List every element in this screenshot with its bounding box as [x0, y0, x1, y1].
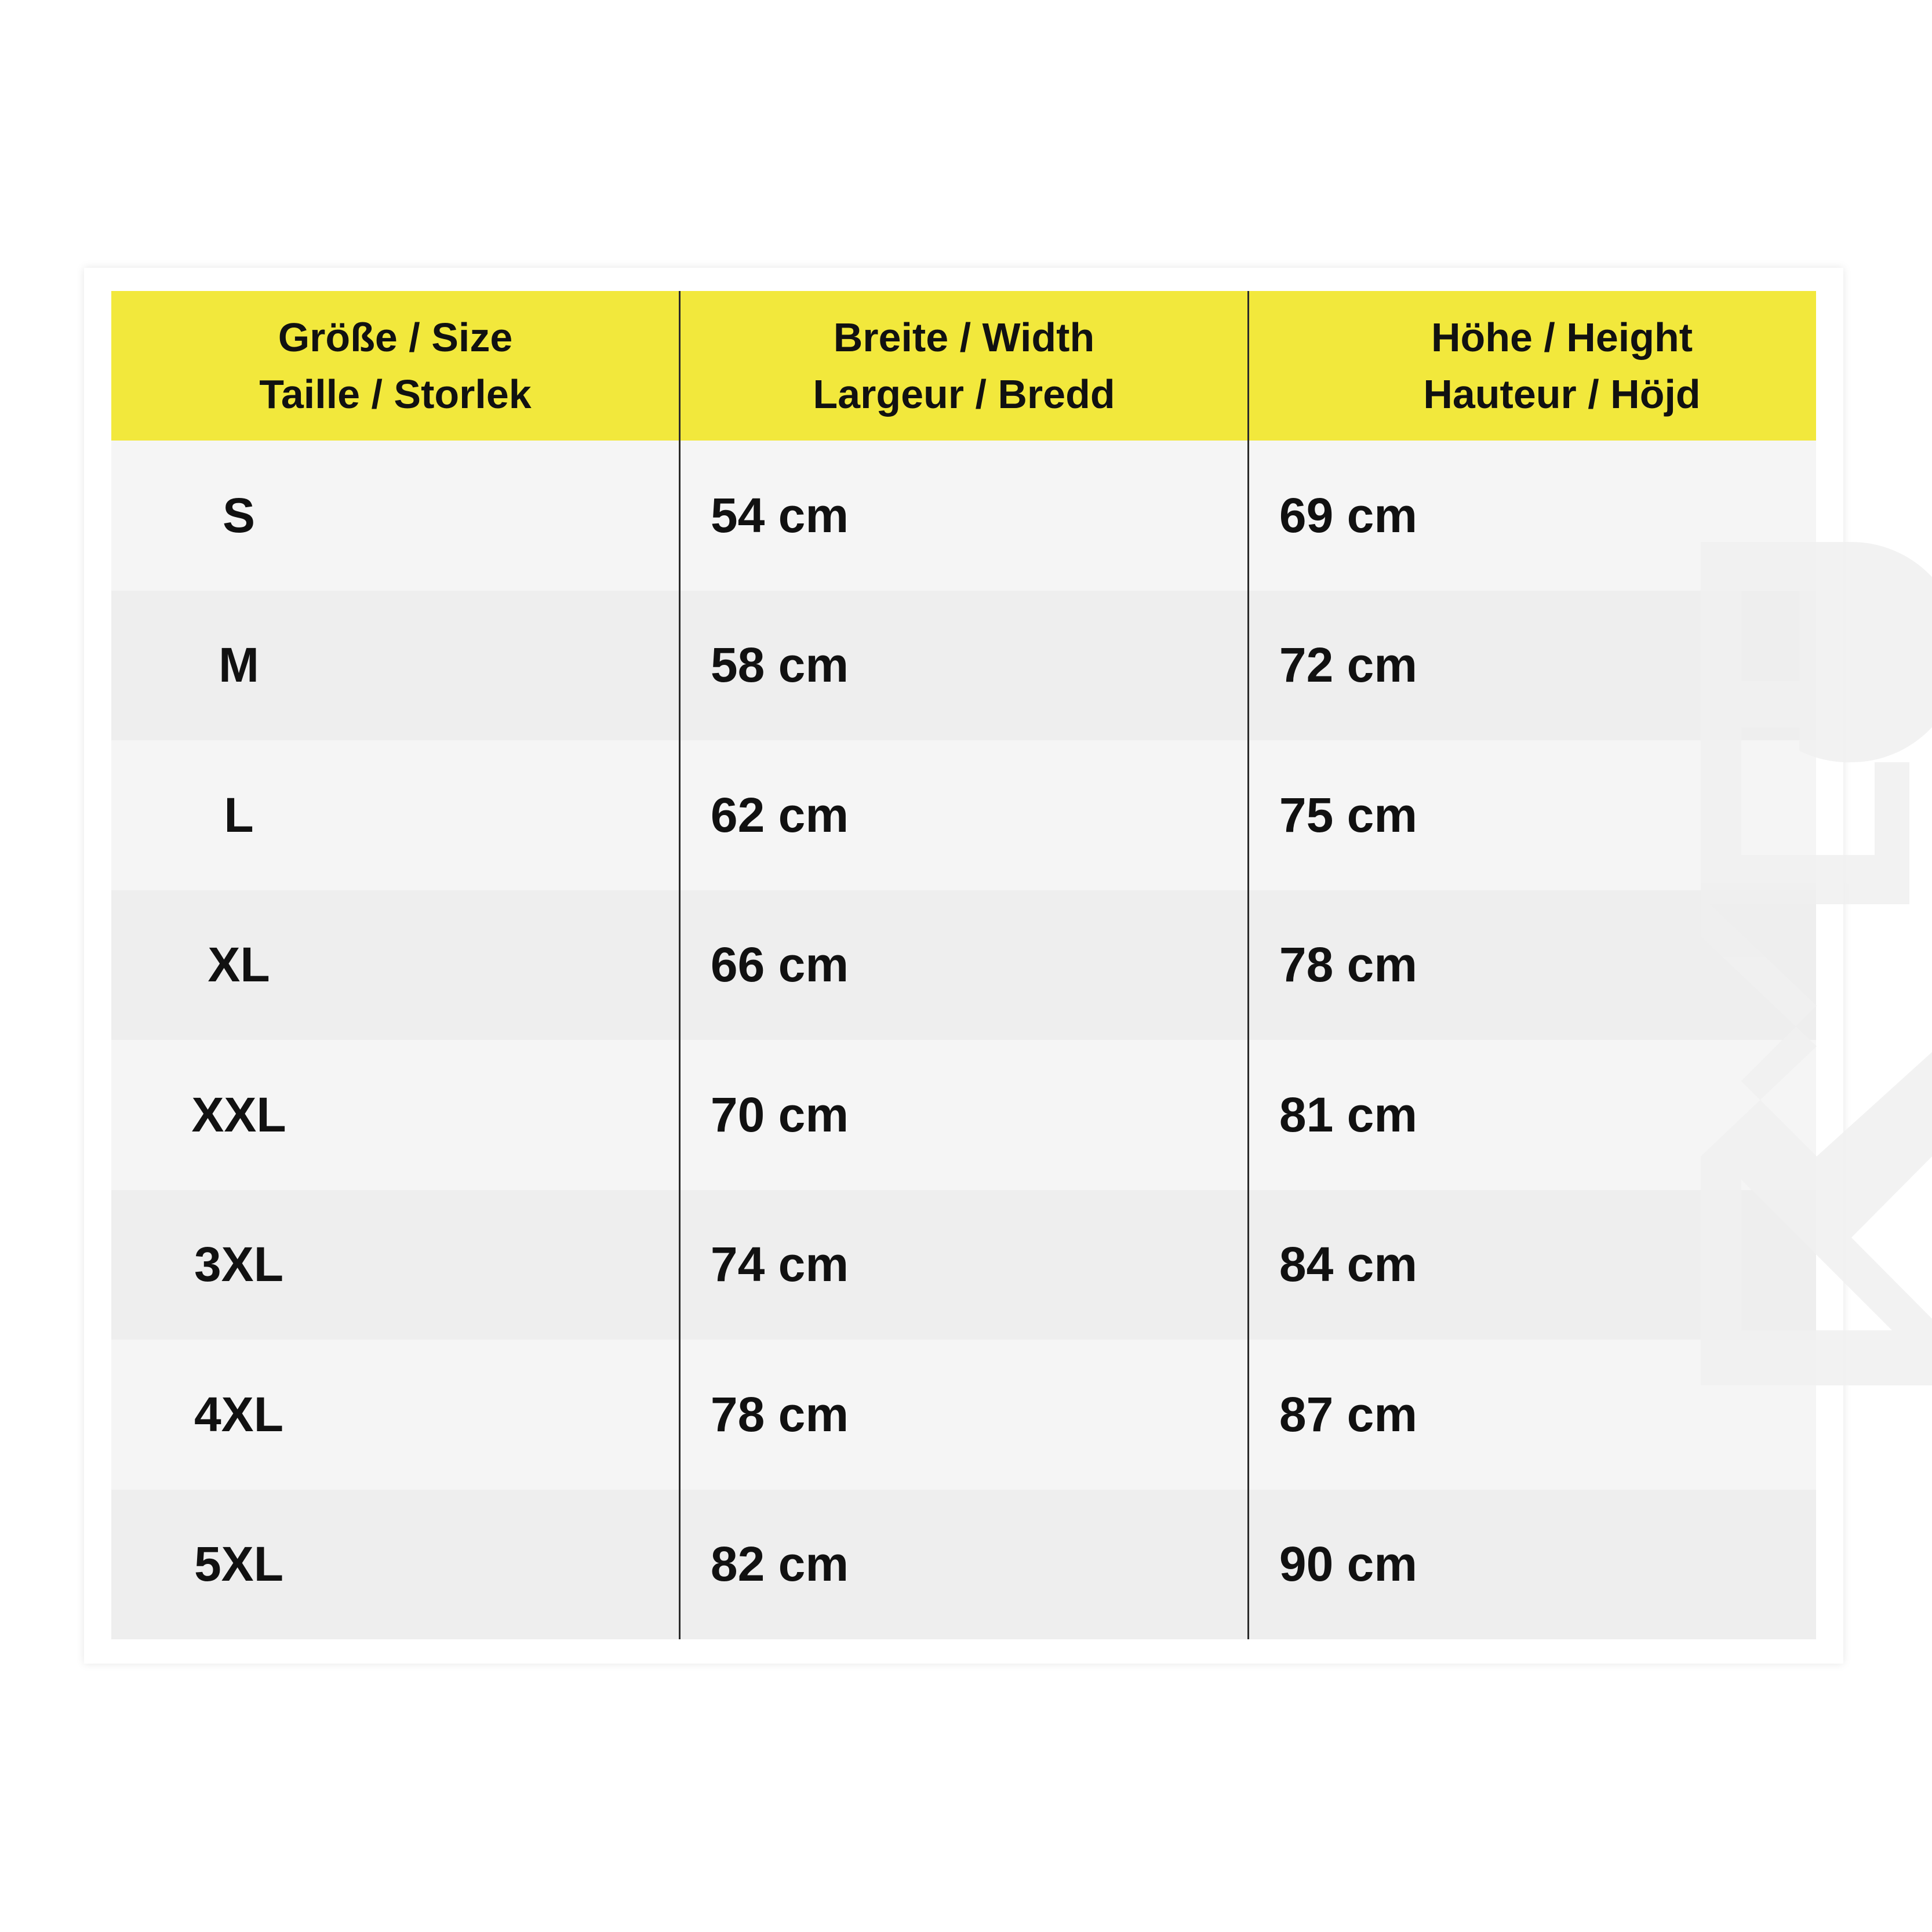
- cell-size: 4XL: [194, 1387, 284, 1442]
- cell-size: L: [224, 787, 254, 842]
- cell-height: 75 cm: [1279, 787, 1418, 842]
- table-row: [111, 591, 1816, 741]
- header-width-line-2: Largeur / Bredd: [813, 372, 1115, 417]
- cell-size: XXL: [191, 1087, 286, 1142]
- header-size-line-2: Taille / Storlek: [259, 372, 532, 417]
- header-height: [1249, 291, 1875, 441]
- cell-height: 69 cm: [1279, 487, 1418, 543]
- header-size: [111, 291, 679, 441]
- cell-width: 58 cm: [710, 638, 849, 693]
- cell-height: 72 cm: [1279, 638, 1418, 693]
- cell-height: 87 cm: [1279, 1387, 1418, 1442]
- table-header: [111, 291, 1816, 441]
- table-row: [111, 1340, 1816, 1490]
- cell-height: 78 cm: [1279, 937, 1418, 992]
- cell-width: 54 cm: [710, 487, 849, 543]
- cell-width: 70 cm: [710, 1087, 849, 1142]
- table-row: [111, 890, 1816, 1040]
- cell-size: 3XL: [194, 1237, 284, 1292]
- header-height-line-1: Höhe / Height: [1431, 315, 1693, 360]
- cell-height: 90 cm: [1279, 1537, 1418, 1592]
- table-row: [111, 740, 1816, 890]
- header-width-line-1: Breite / Width: [833, 315, 1095, 360]
- cell-height: 81 cm: [1279, 1087, 1418, 1142]
- cell-size: S: [222, 487, 256, 543]
- cell-width: 62 cm: [710, 787, 849, 842]
- table-row: [111, 1040, 1816, 1190]
- table-row: [111, 1190, 1816, 1340]
- cell-size: XL: [208, 937, 270, 992]
- column-divider: [679, 291, 681, 1639]
- cell-width: 74 cm: [710, 1237, 849, 1292]
- cell-width: 66 cm: [710, 937, 849, 992]
- cell-height: 84 cm: [1279, 1237, 1418, 1292]
- header-width: [680, 291, 1248, 441]
- header-height-line-2: Hauteur / Höjd: [1423, 372, 1701, 417]
- cell-width: 78 cm: [710, 1387, 849, 1442]
- cell-width: 82 cm: [710, 1537, 849, 1592]
- table-row: [111, 441, 1816, 591]
- cell-size: 5XL: [194, 1537, 284, 1592]
- size-chart-table: [111, 291, 1816, 1639]
- table-row: [111, 1490, 1816, 1640]
- column-divider: [1247, 291, 1249, 1639]
- header-size-line-1: Größe / Size: [278, 315, 513, 360]
- cell-size: M: [219, 638, 259, 693]
